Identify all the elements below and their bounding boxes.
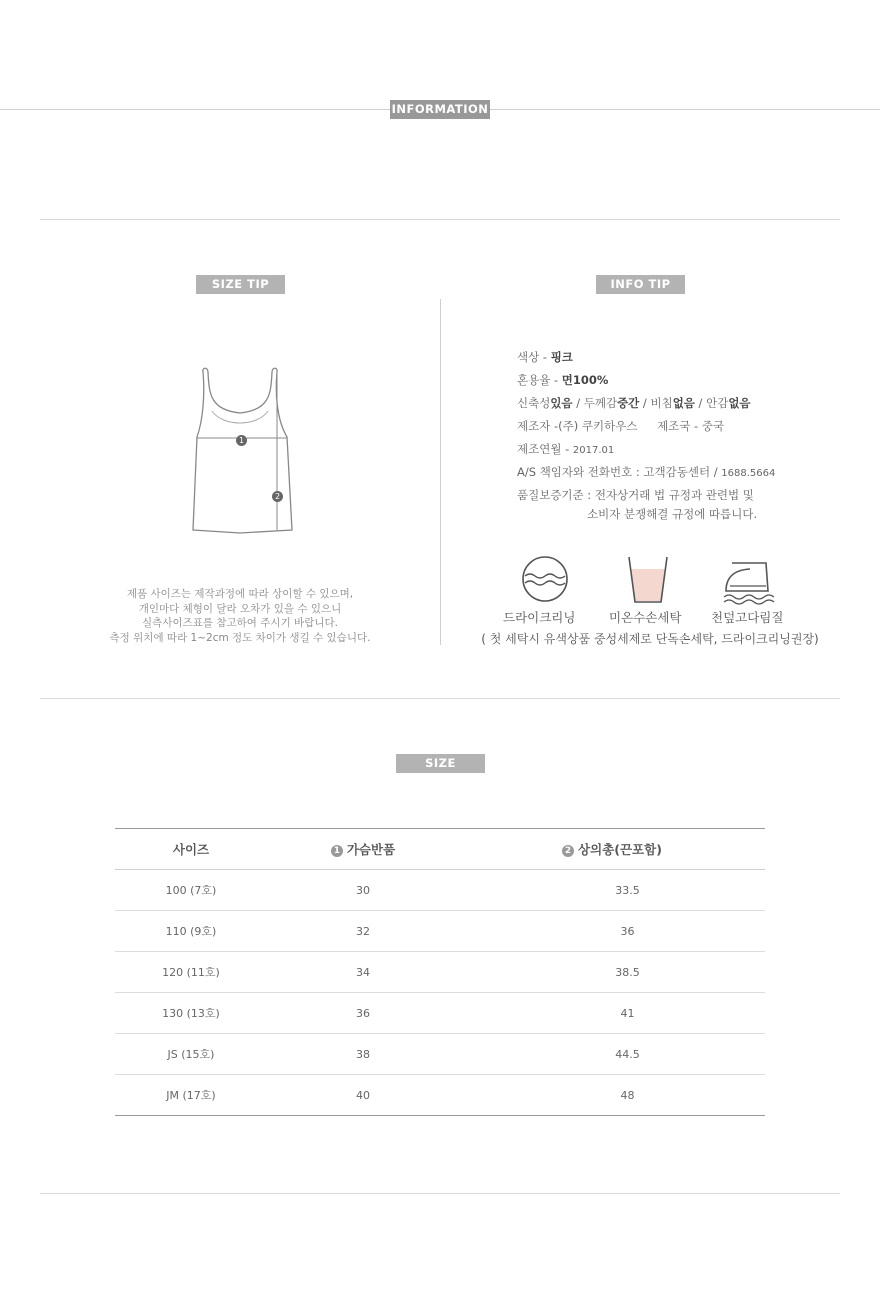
info-mix-value: 면100% (561, 373, 609, 387)
care-iron-label: 천덮고다림질 (711, 610, 784, 625)
info-as-label: A/S 책임자와 전화번호 : 고객감동센터 / (517, 465, 722, 479)
info-date-label: 제조연월 - (517, 442, 573, 456)
info-color (517, 346, 775, 369)
col-chest-header (267, 829, 459, 870)
info-date (517, 438, 775, 461)
size-tip-line: 실측사이즈표를 참고하여 주시기 바랍니다. (142, 617, 338, 629)
info-see-label: / 비침 (639, 396, 673, 410)
info-date-value: 2017.01 (572, 445, 615, 456)
size-tip-tag: SIZE TIP (196, 275, 285, 294)
measure-marker-2: 2 (272, 491, 283, 502)
cell-chest: 40 (267, 1075, 459, 1116)
info-see-value: 없음 (672, 396, 695, 410)
table-row (115, 993, 765, 1034)
cell-length: 33.5 (459, 870, 765, 911)
cell-length: 36 (459, 911, 765, 952)
information-tag: INFORMATION (390, 100, 490, 119)
cell-chest: 34 (267, 952, 459, 993)
info-warranty-line-1: 품질보증기준 : 전자상거래 법 규정과 관련법 및 (517, 488, 754, 502)
info-as-value: 1688.5664 (721, 468, 776, 479)
info-fabric (517, 392, 775, 415)
iron-with-cloth-icon (722, 555, 778, 605)
size-tip-line: 제품 사이즈는 제작과정에 따라 상이할 수 있으며, (126, 588, 354, 600)
info-thick-value: 중간 (617, 396, 640, 410)
tank-top-illustration (185, 365, 295, 540)
table-row (115, 870, 765, 911)
cell-size: JS (15호) (115, 1034, 267, 1075)
length-marker: 2 (562, 845, 574, 857)
col-length-header (459, 829, 765, 870)
info-lining-label: / 안감 (694, 396, 729, 410)
care-dry-label: 드라이크리닝 (503, 610, 576, 625)
size-tip-text (60, 587, 420, 645)
cell-length: 48 (459, 1075, 765, 1116)
column-divider (440, 299, 441, 645)
section-divider-bottom (40, 1193, 840, 1194)
cell-length: 41 (459, 993, 765, 1034)
info-warranty-line-2: 소비자 분쟁해결 규정에 따릅니다. (587, 507, 758, 521)
info-thick-label: / 두께감 (572, 396, 618, 410)
cell-chest: 36 (267, 993, 459, 1034)
info-country-text: 제조국 - 중국 (657, 419, 725, 433)
table-row (115, 1075, 765, 1116)
size-table (115, 828, 765, 1116)
cell-size: JM (17호) (115, 1075, 267, 1116)
info-maker (517, 415, 775, 438)
dry-clean-icon (520, 554, 570, 604)
info-color-label: 색상 - (517, 350, 548, 364)
size-tip-line: 개인마다 체형이 달라 오차가 있을 수 있으니 (138, 602, 342, 615)
cell-size: 130 (13호) (115, 993, 267, 1034)
section-divider-middle (40, 698, 840, 699)
info-mix-label: 혼용율 - (517, 373, 559, 387)
cell-chest: 38 (267, 1034, 459, 1075)
info-list (517, 346, 775, 525)
info-as (517, 461, 775, 484)
care-wash-label: 미온수손세탁 (609, 610, 682, 625)
cell-size: 100 (7호) (115, 870, 267, 911)
info-stretch-value: 있음 (550, 396, 573, 410)
care-note: ( 첫 세탁시 유색상품 중성세제로 단독손세탁, 드라이크리닝권장) (481, 632, 819, 646)
cell-chest: 30 (267, 870, 459, 911)
info-mix (517, 369, 775, 392)
measure-marker-1: 1 (236, 435, 247, 446)
section-divider-top (40, 219, 840, 220)
info-color-value: 핑크 (550, 350, 573, 364)
size-tag: SIZE (396, 754, 485, 773)
col-size-header: 사이즈 (115, 829, 267, 870)
hand-wash-icon (626, 555, 670, 605)
info-stretch-label: 신축성 (517, 396, 551, 410)
table-row (115, 1034, 765, 1075)
size-tip-line: 측정 위치에 따라 1~2cm 정도 차이가 생길 수 있습니다. (109, 631, 371, 644)
cell-size: 120 (11호) (115, 952, 267, 993)
info-warranty (517, 484, 775, 507)
cell-length: 38.5 (459, 952, 765, 993)
size-table-header (115, 829, 765, 870)
cell-length: 44.5 (459, 1034, 765, 1075)
cell-chest: 32 (267, 911, 459, 952)
info-warranty-2 (517, 507, 775, 525)
table-row (115, 952, 765, 993)
chest-marker: 1 (331, 845, 343, 857)
col-length-label: 상의총(끈포함) (578, 842, 662, 857)
table-row (115, 911, 765, 952)
col-chest-label: 가슴반품 (346, 842, 396, 857)
info-maker-text: 제조자 -(주) 쿠키하우스 (517, 419, 638, 433)
info-tip-tag: INFO TIP (596, 275, 685, 294)
info-lining-value: 없음 (728, 396, 751, 410)
cell-size: 110 (9호) (115, 911, 267, 952)
